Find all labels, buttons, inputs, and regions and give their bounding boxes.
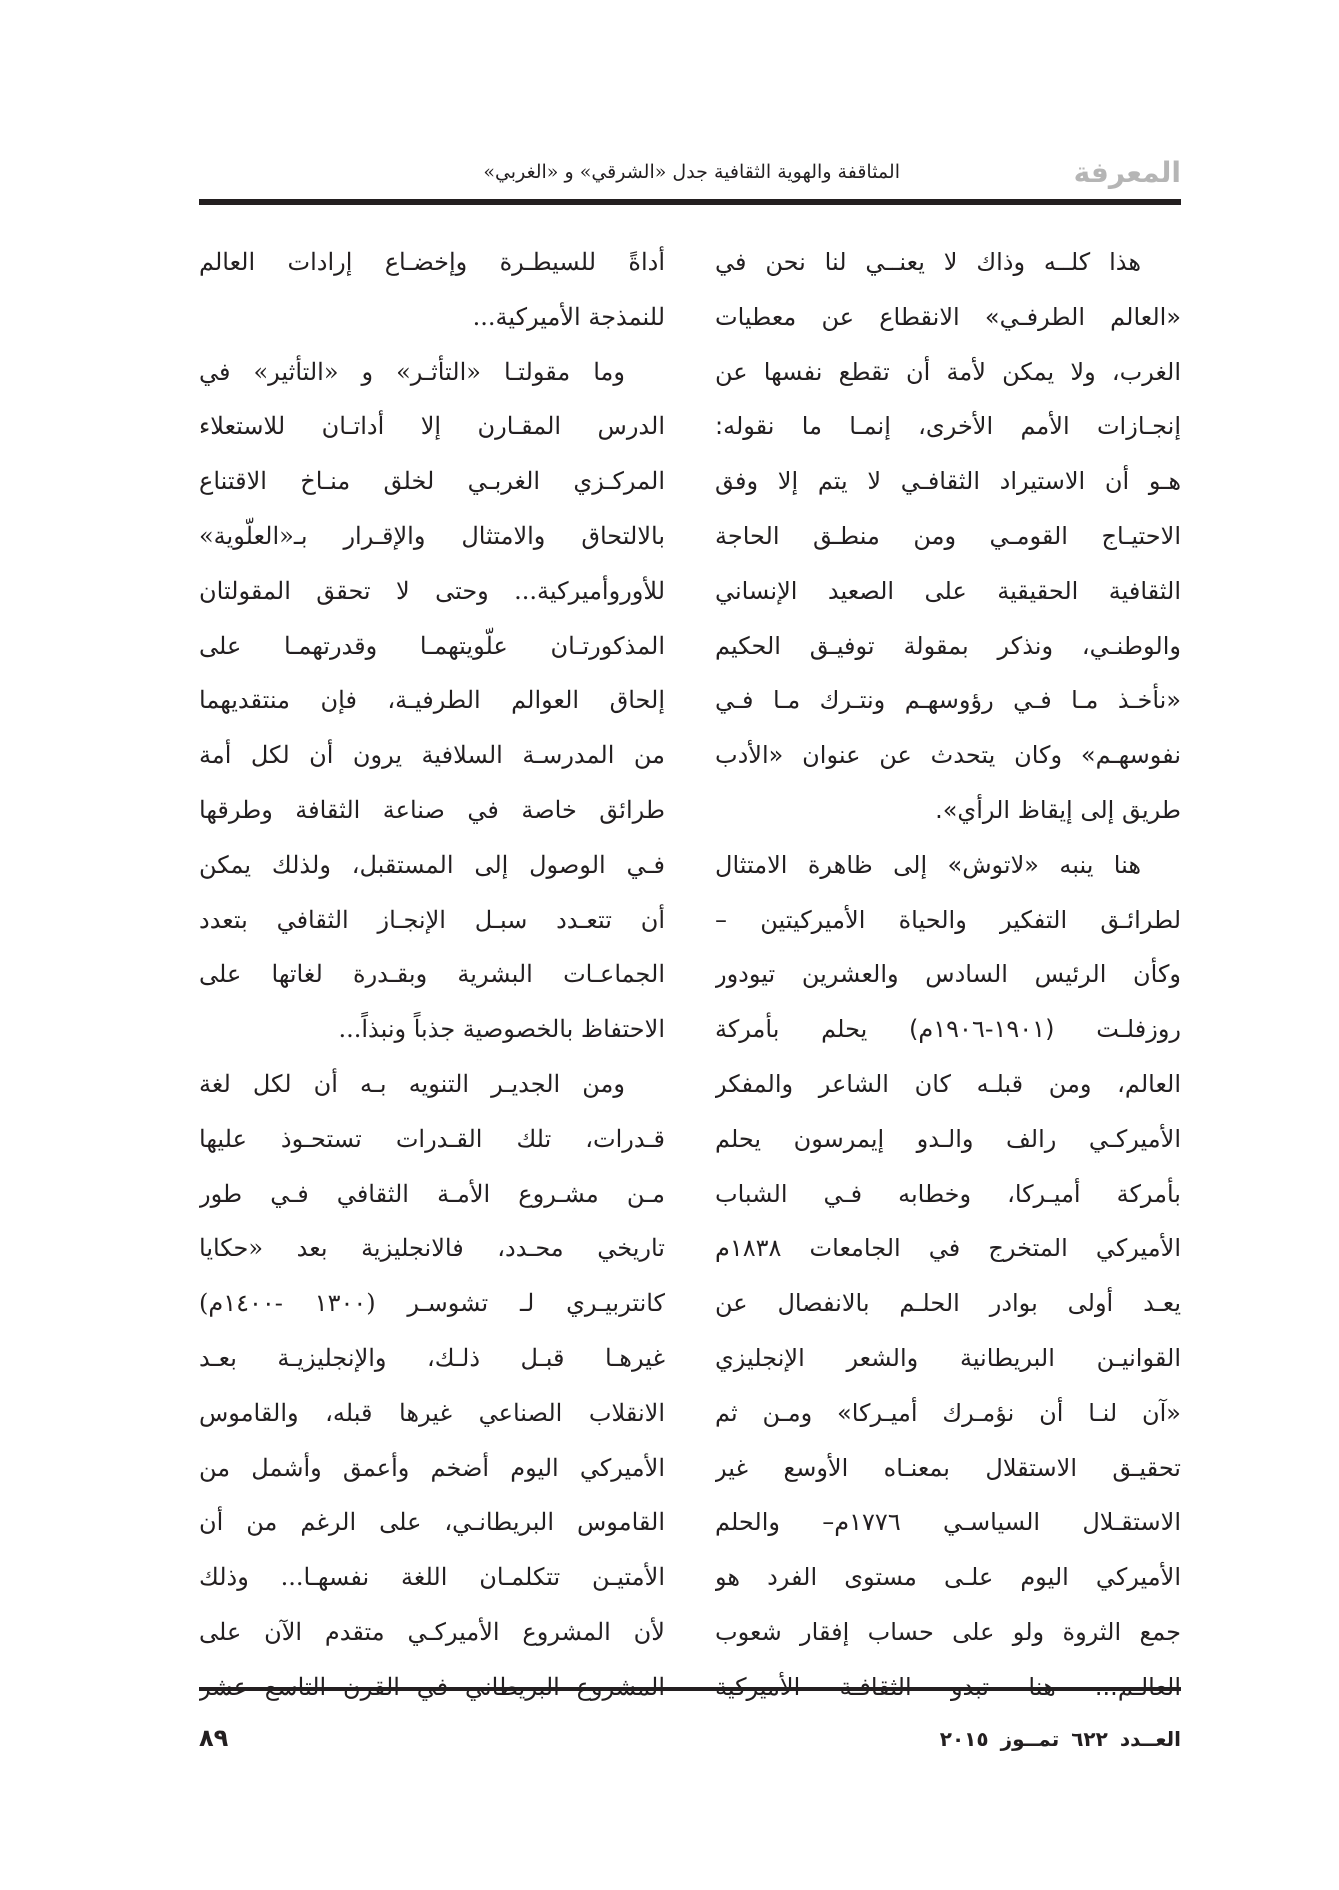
text-line: والوطنـي، ونذكر بمقولة توفيـق الحكيم (715, 631, 1181, 660)
text-line: الدرس المقـارن إلا أداتـان للاستعلاء (199, 412, 665, 441)
text-line: «نأخـذ مـا فـي رؤوسهـم ونتـرك مـا فـي (715, 686, 1181, 715)
text-line: لأن المشروع الأميركـي متقدم الآن على (199, 1617, 665, 1646)
text-line: الاحتيـاج القومـي ومن منطـق الحاجة (715, 521, 1181, 550)
text-line: «آن لنـا أن نؤمـرك أميـركا» ومـن ثم (715, 1398, 1181, 1427)
text-line: كانتربيـري لـ تشوسـر (١٣٠٠ -١٤٠٠م) (199, 1289, 665, 1318)
text-line: تحقيـق الاستقلال بمعنـاه الأوسع غير (715, 1453, 1181, 1482)
left-text-column (199, 235, 665, 1715)
text-line: جمع الثروة ولو على حساب إفقار شعوب (715, 1617, 1181, 1646)
running-title: المثاقفة والهوية الثقافية جدل «الشرقي» و «الغربي» (483, 161, 900, 183)
text-line: بالالتحاق والامتثال والإقـرار بـ«العلّوية» (199, 521, 665, 550)
text-line: طرائق خاصة في صناعة الثقافة وطرقها (199, 795, 665, 824)
text-line: يعـد أولى بوادر الحلـم بالانفصال عن (715, 1289, 1181, 1318)
issue-number: ٦٢٢ (1071, 1727, 1108, 1751)
text-line: مـن مشـروع الأمـة الثقافي فـي طور (199, 1179, 665, 1208)
footer-rule (199, 1687, 1181, 1691)
text-line: الثقافية الحقيقية على الصعيد الإنساني (715, 576, 1181, 605)
text-line: هذا كلــه وذاك لا يعنــي لنا نحن في (715, 248, 1141, 276)
issue-label: العــدد (1119, 1727, 1181, 1751)
text-line: الاستقـلال السياسـي ١٧٧٦م– والحلم (715, 1508, 1181, 1537)
text-line: الأميركـي رالف والـدو إيمرسون يحلم (715, 1124, 1181, 1153)
text-line: الغرب، ولا يمكن لأمة أن تقطع نفسها عن (715, 357, 1181, 386)
text-line: تاريخي محـدد، فالانجليزية بعد «حكايا (199, 1234, 665, 1263)
text-line: أن تتعـدد سبـل الإنجـاز الثقافي بتعدد (199, 905, 665, 934)
text-line: الأميركي المتخرج في الجامعات ١٨٣٨م (715, 1234, 1181, 1263)
text-line: لطرائـق التفكير والحياة الأميركيتين – (715, 905, 1181, 934)
text-line: الجماعـات البشرية وبقـدرة لغاتها على (199, 960, 665, 989)
text-line: الأمتيـن تتكلمـان اللغة نفسهـا... وذلك (199, 1563, 665, 1592)
text-line: المذكورتـان علّويتهمـا وقدرتهمـا على (199, 631, 665, 660)
magazine-logo: المعرفة (1073, 156, 1181, 189)
text-line: الأميركي اليوم أضخم وأعمق وأشمل من (199, 1453, 665, 1482)
text-line: وما مقولتـا «التأثـر» و «التأثير» في (199, 357, 625, 386)
text-line: من المدرسـة السلافية يرون أن لكل أمة (199, 741, 665, 770)
issue-month: تمــوز (1000, 1727, 1060, 1751)
issue-year: ٢٠١٥ (939, 1727, 989, 1751)
right-text-column (715, 235, 1181, 1715)
text-line: فـي الوصول إلى المستقبل، ولذلك يمكن (199, 850, 665, 879)
text-line: الأميركي اليوم علـى مستوى الفرد هو (715, 1563, 1181, 1592)
text-line: العالم، ومن قبلـه كان الشاعر والمفكر (715, 1069, 1181, 1098)
text-line: «العالم الطرفـي» الانقطاع عن معطيات (715, 302, 1181, 331)
text-line: هـو أن الاستيراد الثقافـي لا يتم إلا وفق (715, 467, 1181, 496)
text-line: المركـزي الغربـي لخلق منـاخ الاقتناع (199, 467, 665, 496)
text-line: القاموس البريطانـي، على الرغم من أن (199, 1508, 665, 1537)
text-line: الانقلاب الصناعي غيرها قبله، والقاموس (199, 1398, 665, 1427)
page-number: ٨٩ (199, 1724, 229, 1752)
text-line: للنمذجة الأميركية... (472, 302, 665, 331)
text-line: روزفلـت (١٩٠١-١٩٠٦م) يحلم بأمركة (715, 1015, 1181, 1044)
text-line: وكأن الرئيس السادس والعشرين تيودور (715, 960, 1181, 989)
issue-info (928, 1722, 1181, 1756)
text-line: بأمركة أميـركا، وخطابه فـي الشباب (715, 1179, 1181, 1208)
text-line: إلحاق العوالم الطرفيـة، فإن منتقديهما (199, 686, 665, 715)
text-line: الاحتفاظ بالخصوصية جذباً ونبذاً... (338, 1015, 665, 1044)
header-rule (199, 199, 1181, 205)
text-line: للأوروأميركية... وحتى لا تحقق المقولتان (199, 576, 665, 605)
text-line: إنجـازات الأمم الأخرى، إنمـا ما نقوله: (715, 412, 1181, 441)
text-line: القوانيـن البريطانية والشعر الإنجليزي (715, 1343, 1181, 1372)
text-line: هنا ينبه «لاتوش» إلى ظاهرة الامتثال (715, 850, 1141, 879)
text-line: نفوسهـم» وكان يتحدث عن عنوان «الأدب (715, 741, 1181, 770)
text-line: غيرهـا قبـل ذلـك، والإنجليزيـة بعـد (199, 1343, 665, 1372)
text-line: أداةً للسيطـرة وإخضـاع إرادات العالم (199, 248, 665, 276)
text-line: طريق إلى إيقاظ الرأي». (935, 795, 1181, 824)
text-line: قـدرات، تلك القـدرات تستحـوذ عليها (199, 1124, 665, 1153)
text-line: ومن الجديـر التنويه بـه أن لكل لغة (199, 1069, 625, 1098)
